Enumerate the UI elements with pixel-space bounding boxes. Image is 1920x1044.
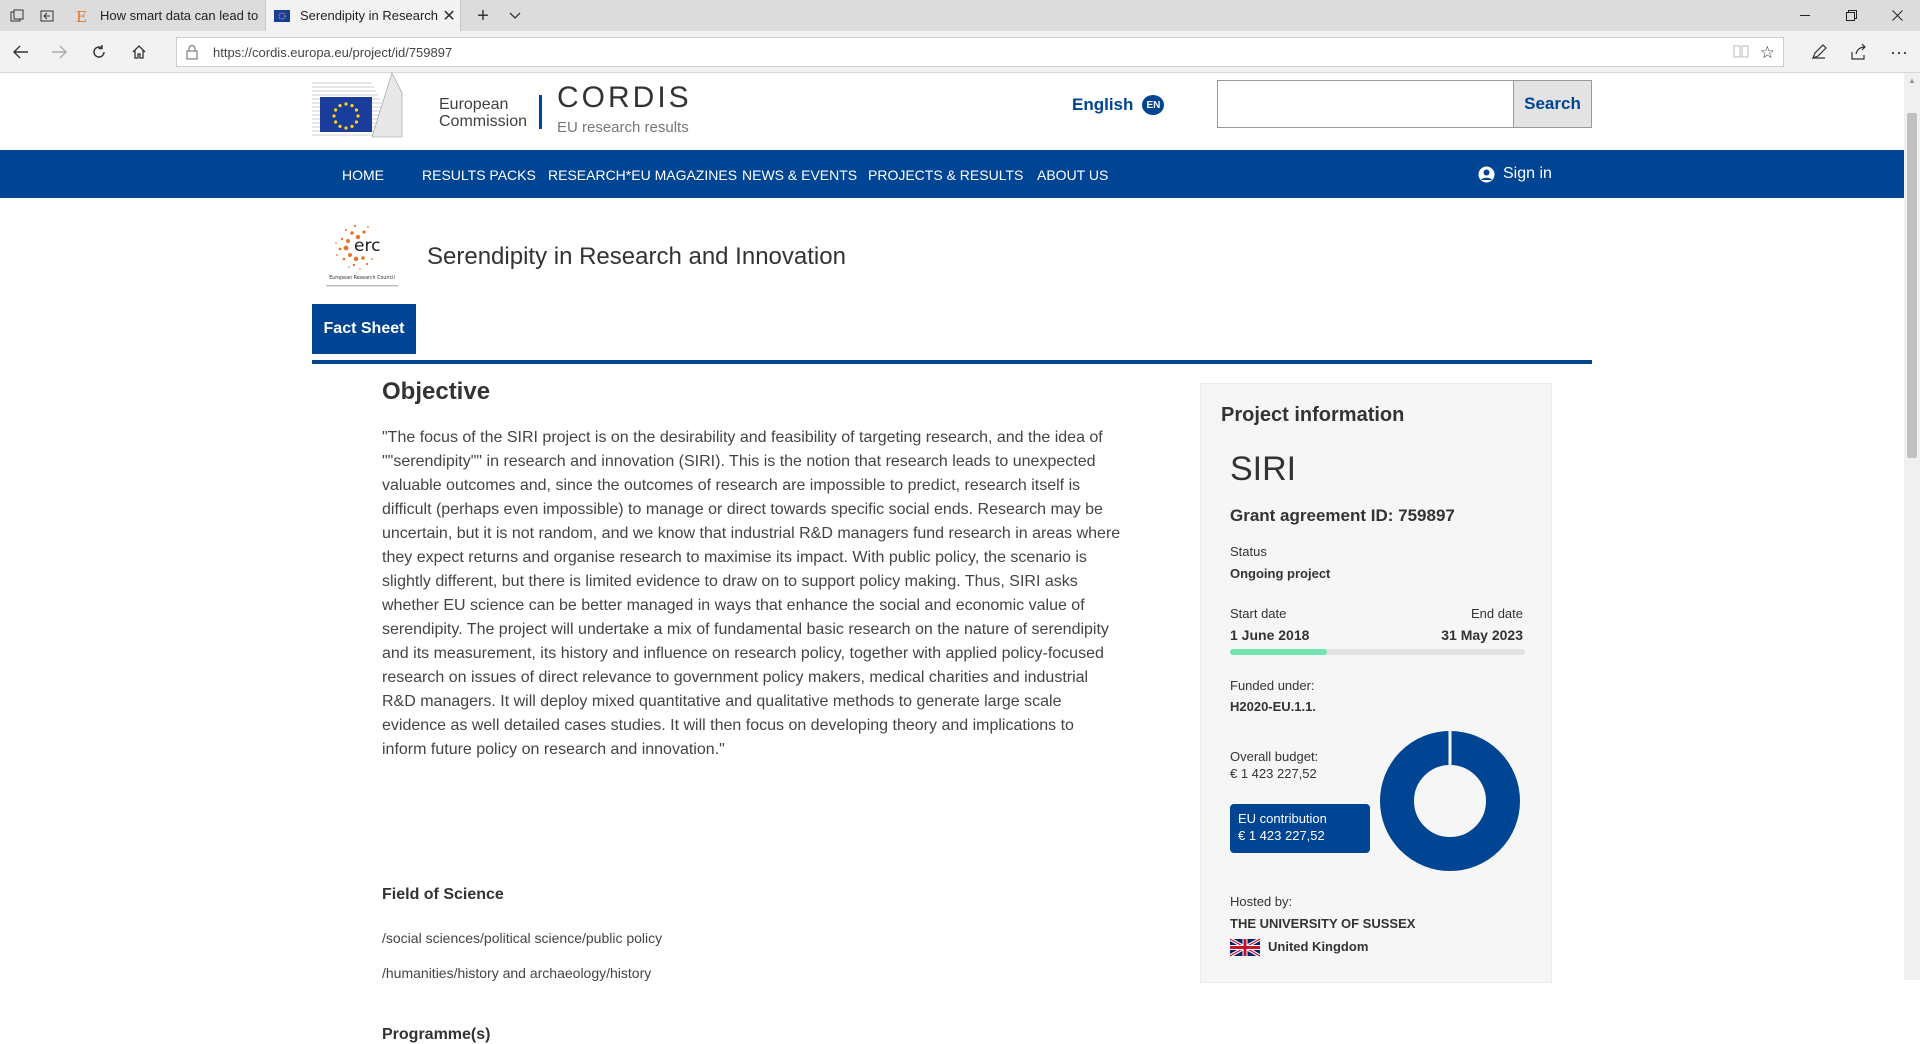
back-icon[interactable]: [8, 39, 34, 65]
e-favicon-icon: [74, 8, 90, 24]
sign-in-link[interactable]: [1478, 165, 1552, 183]
donut-gap-marker: [1449, 730, 1452, 766]
tab-list-chevron-icon[interactable]: [504, 5, 526, 27]
tab-title: How smart data can lead to: [100, 8, 259, 23]
url-field[interactable]: [176, 37, 1784, 67]
overall-budget-value: € 1 423 227,52: [1230, 766, 1317, 781]
project-information-card: [1200, 383, 1552, 983]
tab-underline: [312, 360, 1592, 364]
browser-tab-serendipity[interactable]: [265, 0, 461, 31]
end-date-label: End date: [1470, 606, 1523, 621]
sign-in-label: Sign in: [1503, 165, 1552, 182]
objective-text: "The focus of the SIRI project is on the desirability and feasibility of targeting research, and the idea of ""serendipity"" in research and innovation (SIRI). This is the notion that research leads to unexpected valuable outcomes and, since the outcomes of research are impossible to predict, research itself is difficult (perhaps even impossible) to manage or direct towards specific social ends. Research may be uncertain, but it is not random, and we know that industrial R&D managers fund research in areas where they expect returns and organise research to maximise its impact. With public policy, the scenario is slightly different, but there is limited evidence to draw on to support policy making. Thus, SIRI asks whether EU science can be better managed in ways that enhance the social and economic value of serendipity. The project will undertake a mix of fundamental basic research on the nature of serendipity and its measurement, its history and influence on research policy, together with applied policy-focused research on issues of direct relevance to government policy makers, medical charities and industrial R&D managers. It will deploy mixed quantitative and qualitative methods to generate large scale evidence as well detailed cases studies. It will then focus on developing theory and implications to inform future policy on research and innovation.": [382, 429, 1121, 758]
nav-results-packs[interactable]: RESULTS PACKS: [422, 167, 536, 183]
search-input[interactable]: [1217, 80, 1513, 128]
project-information-heading: Project information: [1221, 404, 1405, 426]
user-icon: [1478, 166, 1495, 183]
scroll-up-icon[interactable]: ▲: [1908, 76, 1916, 85]
close-window-icon[interactable]: [1874, 0, 1920, 31]
address-bar: [0, 31, 1920, 73]
status-label: Status: [1230, 544, 1267, 559]
logo-divider: [539, 95, 542, 129]
grant-agreement-id: Grant agreement ID: 759897: [1230, 506, 1455, 525]
more-options-icon[interactable]: ···: [1890, 41, 1908, 62]
main-nav: [0, 150, 1904, 198]
url-text: https://cordis.europa.eu/project/id/759897: [213, 45, 453, 60]
field-of-science-item[interactable]: /social sciences/political science/public policy: [382, 930, 663, 946]
browser-tab-smart-data[interactable]: [66, 0, 264, 31]
new-tab-icon[interactable]: +: [477, 4, 489, 27]
erc-logo: [322, 213, 402, 291]
eu-contribution-value: € 1 423 227,52: [1238, 828, 1325, 843]
start-date-label: Start date: [1230, 606, 1287, 621]
tab-fact-sheet[interactable]: Fact Sheet: [312, 304, 416, 354]
reading-view-icon[interactable]: [1733, 44, 1749, 58]
site-title[interactable]: CORDIS: [557, 81, 692, 114]
site-header: [312, 73, 1592, 150]
project-progress-bar: [1230, 649, 1525, 655]
host-country: United Kingdom: [1268, 939, 1369, 954]
funded-under-value[interactable]: H2020-EU.1.1.: [1230, 699, 1316, 714]
field-of-science-heading: Field of Science: [382, 886, 504, 903]
restore-icon[interactable]: [1828, 0, 1874, 31]
ec-name: [439, 96, 527, 130]
main-content: [382, 378, 1132, 1043]
eu-contribution-box: [1230, 804, 1370, 853]
share-icon[interactable]: [1846, 39, 1872, 65]
forward-icon[interactable]: [46, 39, 72, 65]
uk-flag-icon: [1230, 939, 1260, 956]
svg-text:European Research Council: European Research Council: [329, 276, 395, 281]
eu-flag-favicon-icon: [274, 8, 290, 24]
project-acronym: SIRI: [1230, 450, 1297, 488]
set-tabs-aside-icon[interactable]: [36, 5, 58, 27]
field-of-science-item[interactable]: /humanities/history and archaeology/history: [382, 965, 652, 981]
favorite-star-icon[interactable]: ☆: [1759, 43, 1775, 62]
web-page: [0, 73, 1904, 1043]
hosted-by-label: Hosted by:: [1230, 894, 1293, 909]
budget-donut-chart: [1377, 728, 1523, 874]
project-progress-fill: [1230, 649, 1327, 655]
overall-budget-label: Overall budget:: [1230, 749, 1319, 764]
language-selector[interactable]: [1072, 95, 1164, 115]
status-value: Ongoing project: [1230, 566, 1331, 581]
objective-heading: Objective: [382, 378, 491, 405]
project-header: [312, 213, 1592, 353]
lock-icon: [185, 44, 199, 60]
browser-tab-bar: [0, 0, 1920, 31]
svg-text:E: E: [76, 7, 87, 26]
nav-research-eu-magazines[interactable]: RESEARCH*EU MAGAZINES: [548, 167, 738, 183]
start-date-value: 1 June 2018: [1230, 627, 1310, 643]
language-code-badge: EN: [1142, 95, 1164, 115]
refresh-icon[interactable]: [86, 39, 112, 65]
nav-projects-results[interactable]: PROJECTS & RESULTS: [868, 167, 1024, 183]
home-icon[interactable]: [126, 39, 152, 65]
pen-icon[interactable]: [1806, 39, 1832, 65]
ec-name-line2: Commission: [439, 113, 528, 130]
site-subtitle: EU research results: [557, 119, 689, 136]
project-title: Serendipity in Research and Innovation: [427, 243, 846, 270]
funded-under-label: Funded under:: [1230, 678, 1315, 693]
search-button[interactable]: Search: [1513, 80, 1592, 128]
host-organisation[interactable]: THE UNIVERSITY OF SUSSEX: [1230, 916, 1416, 931]
ec-name-line1: European: [439, 96, 509, 113]
scroll-thumb[interactable]: [1907, 113, 1917, 458]
nav-home[interactable]: HOME: [342, 167, 384, 183]
tab-actions-icon[interactable]: [6, 5, 28, 27]
nav-news-events[interactable]: NEWS & EVENTS: [742, 167, 858, 183]
eu-contribution-label: EU contribution: [1238, 811, 1327, 826]
tab-title: Serendipity in Research: [300, 8, 439, 23]
minimize-icon[interactable]: [1782, 0, 1828, 31]
nav-about-us[interactable]: ABOUT US: [1037, 167, 1109, 183]
programmes-heading: Programme(s): [382, 1026, 491, 1043]
end-date-value: 31 May 2023: [1441, 627, 1523, 643]
language-label: English: [1072, 95, 1134, 114]
close-tab-icon[interactable]: ✕: [442, 7, 456, 25]
page-scrollbar[interactable]: [1904, 73, 1920, 980]
svg-text:erc: erc: [354, 236, 381, 256]
